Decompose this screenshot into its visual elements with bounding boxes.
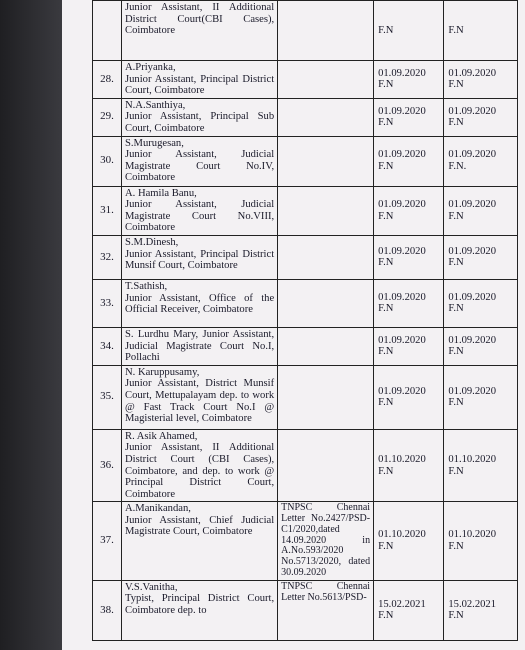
- order-reference-cell: [278, 327, 374, 365]
- table-row: [93, 365, 518, 429]
- employee-description-cell: [122, 1, 278, 61]
- date-cell-second: [444, 136, 518, 186]
- appointment-table: [92, 0, 518, 641]
- order-reference-cell: [278, 429, 374, 502]
- session-value: F.N: [448, 397, 464, 409]
- date-cell-second: [444, 279, 518, 327]
- table-row: [93, 61, 518, 99]
- session-value: F.N: [448, 346, 464, 358]
- employee-description-cell: [122, 365, 278, 429]
- session-value: F.N.: [448, 161, 467, 173]
- description-line: Typist, Principal District Court, Coimbatore dep. to: [125, 593, 275, 617]
- date-cell-second: [444, 186, 518, 235]
- serial-number-cell: 37.: [93, 502, 122, 581]
- date-value: 01.09.2020: [378, 334, 426, 346]
- date-value: 01.09.2020: [378, 385, 426, 397]
- session-value: F.N: [378, 397, 394, 409]
- date-cell-second: [444, 429, 518, 502]
- date-cell-first: [374, 327, 444, 365]
- session-value: F.N: [378, 610, 394, 622]
- date-value: 01.09.2020: [448, 149, 497, 161]
- employee-description-cell: [122, 327, 278, 365]
- session-value: F.N: [378, 346, 394, 358]
- date-cell-second: [444, 502, 518, 581]
- session-value: F.N: [448, 24, 464, 36]
- date-cell-first: [374, 235, 444, 279]
- date-value: 01.09.2020: [448, 105, 497, 117]
- date-value: 01.09.2020: [378, 67, 426, 79]
- employee-description-cell: [122, 186, 278, 235]
- date-value: 01.09.2020: [448, 334, 497, 346]
- session-value: F.N: [378, 117, 394, 129]
- employee-description-cell: [122, 98, 278, 136]
- description-line: S.M.Dinesh,: [125, 236, 179, 248]
- date-cell-first: [374, 429, 444, 502]
- order-reference-text: TNPSC Chennai Letter No.5613/PSD-: [281, 580, 371, 603]
- session-value: F.N: [448, 303, 464, 315]
- order-reference-cell: [278, 98, 374, 136]
- date-cell-first: [374, 98, 444, 136]
- description-line: Junior Assistant, II Additional District Court (CBI Cases), Coimbatore, and dep. to work @ Principal District Court, Coimbatore: [125, 442, 275, 500]
- session-value: F.N: [448, 610, 464, 622]
- session-value: F.N: [448, 79, 464, 91]
- date-value: 15.02.2021: [378, 598, 426, 610]
- document-page: [62, 0, 525, 650]
- table-row: [93, 98, 518, 136]
- description-line: A.Priyanka,: [125, 62, 176, 73]
- table-row: [93, 235, 518, 279]
- date-value: 01.09.2020: [378, 291, 426, 303]
- date-value: 01.09.2020: [378, 105, 426, 117]
- table-row: [93, 327, 518, 365]
- session-value: F.N: [378, 210, 394, 222]
- order-reference-cell: [278, 365, 374, 429]
- date-value: 01.09.2020: [448, 291, 497, 303]
- description-line: R. Asik Ahamed,: [125, 430, 198, 442]
- description-line: Junior Assistant, Principal District Court, Coimbatore: [125, 73, 275, 97]
- date-value: 01.09.2020: [378, 149, 426, 161]
- date-cell-second: [444, 1, 518, 61]
- table-row: [93, 580, 518, 640]
- description-line: Junior Assistant, Office of the Official Receiver, Coimbatore: [125, 292, 275, 316]
- session-value: F.N: [378, 24, 394, 36]
- session-value: F.N: [448, 465, 464, 477]
- date-value: 01.09.2020: [448, 245, 497, 257]
- serial-number-cell: 32.: [93, 235, 122, 279]
- employee-description-cell: [122, 235, 278, 279]
- date-cell-second: [444, 235, 518, 279]
- order-reference-cell: [278, 1, 374, 61]
- description-line: Junior Assistant, Principal Sub Court, Coimbatore: [125, 111, 275, 134]
- date-cell-second: [444, 327, 518, 365]
- session-value: F.N: [378, 465, 394, 477]
- order-reference-cell: [278, 136, 374, 186]
- date-cell-first: [374, 580, 444, 640]
- description-line: S. Lurdhu Mary, Junior Assistant, Judicial Magistrate Court No.I, Pollachi: [125, 328, 275, 364]
- session-value: F.N: [378, 257, 394, 269]
- description-line: V.S.Vanitha,: [125, 581, 178, 593]
- date-cell-first: [374, 365, 444, 429]
- description-line: N. Karuppusamy,: [125, 366, 200, 378]
- serial-number-cell: 31.: [93, 186, 122, 235]
- description-line: Junior Assistant, Principal District Munsif Court, Coimbatore: [125, 248, 275, 272]
- session-value: F.N: [448, 257, 464, 269]
- order-reference-text: TNPSC Chennai Letter No.2427/PSD-C1/2020,dated 14.09.2020 in A.No.593/2020 No.5713/2020, dated 30.09.2020: [281, 502, 371, 579]
- table-row: [93, 429, 518, 502]
- employee-description-cell: [122, 429, 278, 502]
- description-line: T.Sathish,: [125, 280, 168, 292]
- description-line: Junior Assistant, Judicial Magistrate Court No.IV, Coimbatore: [125, 149, 275, 184]
- table-row: [93, 502, 518, 581]
- employee-description-cell: [122, 502, 278, 581]
- serial-number-cell: 35.: [93, 365, 122, 429]
- date-cell-first: [374, 1, 444, 61]
- table-row: [93, 186, 518, 235]
- session-value: F.N: [378, 161, 394, 173]
- order-reference-cell: [278, 61, 374, 99]
- date-cell-second: [444, 365, 518, 429]
- employee-description-cell: [122, 136, 278, 186]
- description-line: S.Murugesan,: [125, 137, 184, 149]
- table-row: [93, 136, 518, 186]
- employee-description-cell: [122, 61, 278, 99]
- date-cell-first: [374, 186, 444, 235]
- scan-margin: [0, 0, 62, 650]
- serial-number-cell: 30.: [93, 136, 122, 186]
- date-value: 01.09.2020: [448, 67, 497, 79]
- description-line: Junior Assistant, District Munsif Court, Mettupalayam dep. to work @ Fast Track Court No.I @ Magisterial level, Coimbatore: [125, 378, 275, 425]
- date-cell-first: [374, 136, 444, 186]
- table-row: [93, 1, 518, 61]
- employee-description-cell: [122, 279, 278, 327]
- description-line: Junior Assistant, Judicial Magistrate Court No.VIII, Coimbatore: [125, 199, 275, 234]
- serial-number-cell: 38.: [93, 580, 122, 640]
- date-cell-second: [444, 98, 518, 136]
- date-value: 01.10.2020: [378, 453, 426, 465]
- serial-number-cell: 34.: [93, 327, 122, 365]
- order-reference-cell: [278, 502, 374, 581]
- date-value: 01.09.2020: [378, 245, 426, 257]
- session-value: F.N: [448, 117, 464, 129]
- date-value: 01.10.2020: [448, 529, 497, 541]
- description-line: Junior Assistant, II Additional District Court(CBI Cases), Coimbatore: [125, 2, 275, 37]
- description-line: A.Manikandan,: [125, 503, 191, 515]
- date-value: 01.10.2020: [378, 529, 426, 541]
- session-value: F.N: [448, 210, 464, 222]
- date-value: 01.09.2020: [448, 199, 497, 211]
- description-line: A. Hamila Banu,: [125, 187, 197, 199]
- date-value: 01.09.2020: [448, 385, 497, 397]
- description-line: N.A.Santhiya,: [125, 99, 186, 111]
- date-cell-first: [374, 279, 444, 327]
- date-cell-second: [444, 580, 518, 640]
- employee-description-cell: [122, 580, 278, 640]
- table-body: [93, 1, 518, 641]
- date-cell-first: [374, 502, 444, 581]
- date-value: 01.10.2020: [448, 453, 497, 465]
- date-value: 15.02.2021: [448, 598, 497, 610]
- serial-number-cell: 33.: [93, 279, 122, 327]
- date-cell-first: [374, 61, 444, 99]
- order-reference-cell: [278, 235, 374, 279]
- session-value: F.N: [378, 541, 394, 553]
- table-row: [93, 279, 518, 327]
- date-value: 01.09.2020: [378, 199, 426, 211]
- serial-number-cell: 29.: [93, 98, 122, 136]
- session-value: F.N: [378, 303, 394, 315]
- serial-number-cell: 28.: [93, 61, 122, 99]
- session-value: F.N: [448, 541, 464, 553]
- description-line: Junior Assistant, Chief Judicial Magistrate Court, Coimbatore: [125, 514, 275, 538]
- session-value: F.N: [378, 79, 394, 91]
- order-reference-cell: [278, 580, 374, 640]
- serial-number-cell: 36.: [93, 429, 122, 502]
- date-cell-second: [444, 61, 518, 99]
- order-reference-cell: [278, 279, 374, 327]
- order-reference-cell: [278, 186, 374, 235]
- serial-number-cell: [93, 1, 122, 61]
